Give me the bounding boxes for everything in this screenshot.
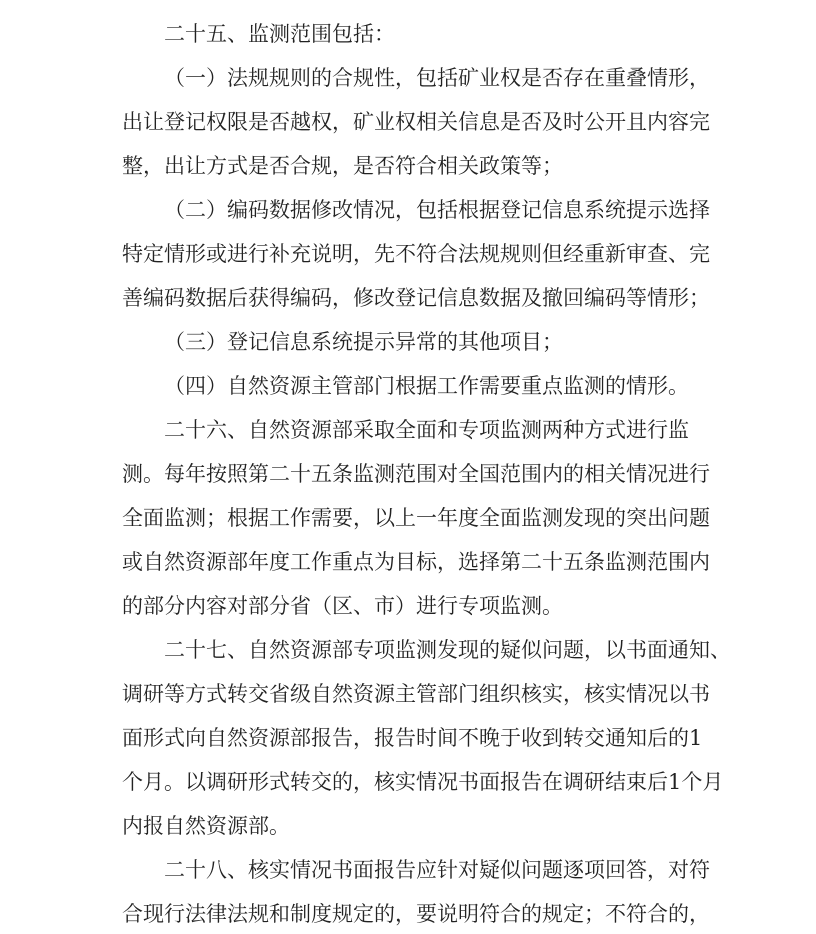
article-26-line-5: 的部分内容对部分省（区、市）进行专项监测。 (122, 594, 563, 618)
article-26-line-3: 全面监测；根据工作需要，以上一年度全面监测发现的突出问题 (122, 506, 710, 530)
article-28-line-2: 合现行法律法规和制度规定的，要说明符合的规定；不符合的， (122, 902, 710, 926)
article-26-line-1: 二十六、自然资源部采取全面和专项监测两种方式进行监 (164, 418, 689, 442)
article-28-line-1: 二十八、核实情况书面报告应针对疑似问题逐项回答，对符 (164, 858, 710, 882)
article-27-line-2: 调研等方式转交省级自然资源主管部门组织核实，核实情况以书 (122, 682, 710, 706)
article-27-line-5: 内报自然资源部。 (122, 814, 290, 838)
article-26-line-2: 测。每年按照第二十五条监测范围对全国范围内的相关情况进行 (122, 462, 710, 486)
article-25-item-2-line-1: （二）编码数据修改情况，包括根据登记信息系统提示选择 (164, 198, 710, 222)
article-26-line-4: 或自然资源部年度工作重点为目标，选择第二十五条监测范围内 (122, 550, 710, 574)
article-25-item-1-line-1: （一）法规规则的合规性，包括矿业权是否存在重叠情形， (164, 66, 710, 90)
article-27-line-4: 个月。以调研形式转交的，核实情况书面报告在调研结束后1个月 (122, 770, 724, 794)
article-25-heading: 二十五、监测范围包括： (164, 22, 395, 46)
article-25-item-1-line-2: 出让登记权限是否越权，矿业权相关信息是否及时公开且内容完 (122, 110, 710, 134)
article-25-item-3: （三）登记信息系统提示异常的其他项目； (164, 330, 563, 354)
article-25-item-2-line-3: 善编码数据后获得编码，修改登记信息数据及撤回编码等情形； (122, 286, 710, 310)
article-25-item-2-line-2: 特定情形或进行补充说明，先不符合法规规则但经重新审查、完 (122, 242, 710, 266)
article-25-item-1-line-3: 整，出让方式是否合规，是否符合相关政策等； (122, 154, 563, 178)
article-27-line-1: 二十七、自然资源部专项监测发现的疑似问题，以书面通知、 (164, 638, 731, 662)
article-27-line-3: 面形式向自然资源部报告，报告时间不晚于收到转交通知后的1 (122, 726, 703, 750)
article-25-item-4: （四）自然资源主管部门根据工作需要重点监测的情形。 (164, 374, 689, 398)
